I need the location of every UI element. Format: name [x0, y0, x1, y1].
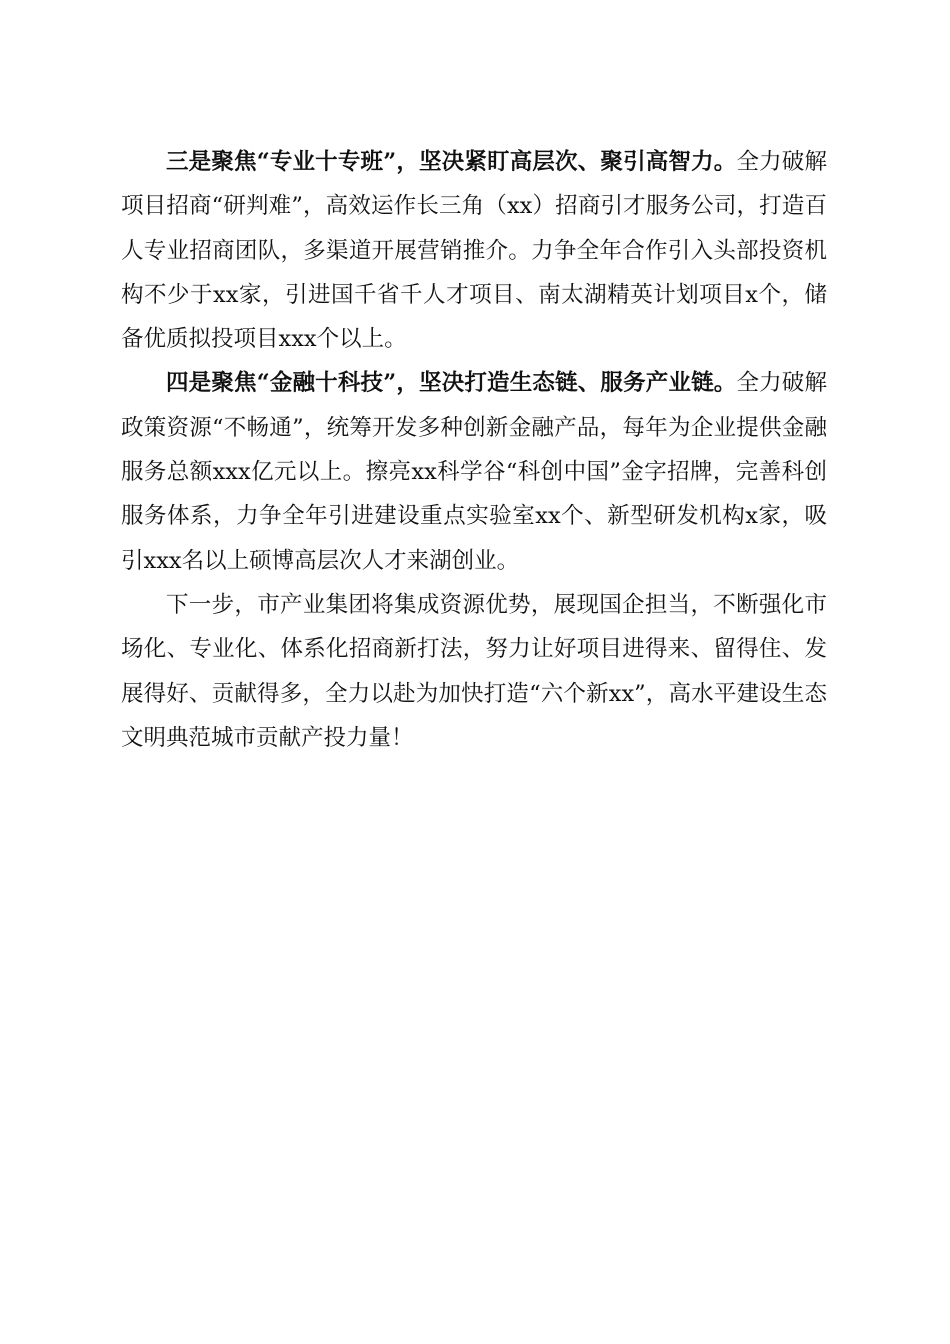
- paragraph-heading: 三是聚焦“专业十专班”，坚决紧盯高层次、聚引高智力。: [166, 149, 737, 175]
- paragraph-body: 全力破解政策资源“不畅通”，统筹开发多种创新金融产品，每年为企业提供金融服务总额xxx亿元以上。擦亮xx科学谷“科创中国”金字招牌，完善科创服务体系，力争全年引进建设重点实验室xx个、新型研发机构x家，吸引xxx名以上硕博高层次人才来湖创业。: [121, 370, 827, 574]
- paragraph-heading: 四是聚焦“金融十科技”，坚决打造生态链、服务产业链。: [166, 370, 737, 397]
- paragraph-next-step: [121, 583, 827, 760]
- document-page: [121, 140, 827, 760]
- paragraph-finance-tech: [121, 361, 827, 582]
- paragraph-body: 全力破解项目招商“研判难”，高效运作长三角（xx）招商引才服务公司，打造百人专业招商团队，多渠道开展营销推介。力争全年合作引入头部投资机构不少于xx家，引进国千省千人才项目、南太湖精英计划项目x个，储备优质拟投项目xxx个以上。: [121, 149, 827, 353]
- paragraph-financing-talent: [121, 140, 827, 361]
- paragraph-body: 下一步，市产业集团将集成资源优势，展现国企担当，不断强化市场化、专业化、体系化招商新打法，努力让好项目进得来、留得住、发展得好、贡献得多，全力以赴为加快打造“六个新xx”，高水平建设生态文明典范城市贡献产投力量！: [121, 591, 827, 751]
